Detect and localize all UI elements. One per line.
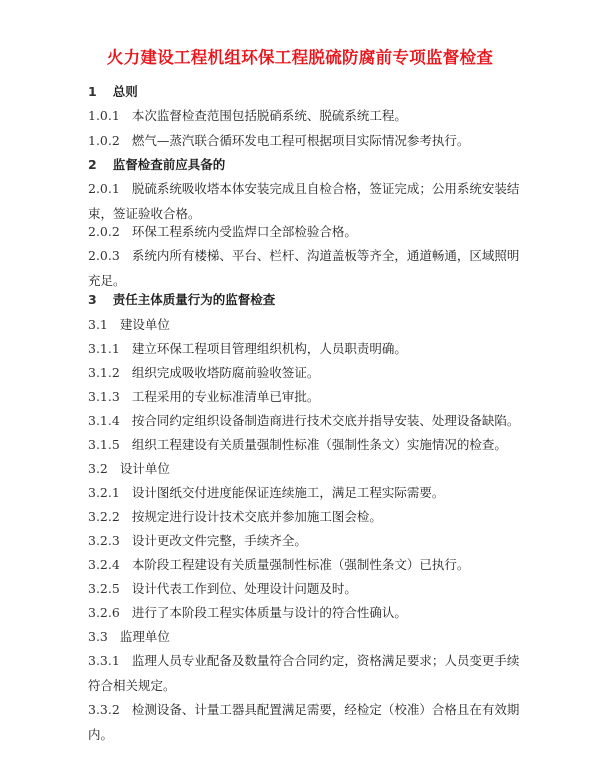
clause: [88, 243, 528, 293]
clause-number: 3.1.1: [88, 341, 120, 356]
clause-number: 1.0.2: [88, 133, 120, 148]
section-text: 监督检查前应具备的: [112, 157, 226, 172]
clause: [88, 648, 528, 698]
clause-text: 脱硫系统吸收塔本体安装完成且自检合格，签证完成；公用系统安装结束，签证验收合格。: [88, 181, 520, 221]
subsection-number: 3.2: [88, 461, 108, 476]
clause: [88, 485, 444, 501]
clause: [88, 697, 528, 747]
clause-number: 3.1.3: [88, 389, 120, 404]
subsection: [88, 629, 170, 645]
clause: [88, 605, 407, 621]
clause-number: 3.2.1: [88, 485, 120, 500]
clause-text: 按规定进行设计技术交底并参加施工图会检。: [131, 509, 382, 524]
clause-number: 2.0.1: [88, 181, 120, 196]
clause-number: 3.1.4: [88, 413, 120, 428]
section-heading: [88, 292, 275, 308]
section-text: 责任主体质量行为的监督检查: [112, 292, 276, 307]
clause-number: 3.2.4: [88, 557, 120, 572]
clause: [88, 581, 357, 597]
clause-text: 组织工程建设有关质量强制性标准（强制性条文）实施情况的检查。: [131, 437, 507, 452]
clause: [88, 365, 319, 381]
clause-text: 按合同约定组织设备制造商进行技术交底并指导安装、处理设备缺陷。: [131, 413, 520, 428]
clause: [88, 133, 469, 149]
clause: [88, 413, 519, 429]
clause-number: 3.3.2: [88, 702, 120, 717]
clause-text: 系统内所有楼梯、平台、栏杆、沟道盖板等齐全，通道畅通，区域照明充足。: [88, 248, 520, 288]
clause: [88, 557, 469, 573]
subsection-number: 3.1: [88, 317, 108, 332]
clause: [88, 389, 319, 405]
document-title: 火力建设工程机组环保工程脱硫防腐前专项监督检查: [106, 48, 494, 67]
subsection-text: 设计单位: [119, 461, 170, 476]
section-heading: [88, 84, 138, 100]
clause-number: 3.1.2: [88, 365, 120, 380]
clause-text: 监理人员专业配备及数量符合合同约定，资格满足要求；人员变更手续符合相关规定。: [88, 653, 520, 693]
clause-number: 2.0.2: [88, 224, 120, 239]
clause-text: 建立环保工程项目管理组织机构，人员职责明确。: [131, 341, 407, 356]
subsection: [88, 317, 170, 333]
clause-number: 3.1.5: [88, 437, 120, 452]
section-number: 2: [88, 157, 97, 172]
subsection-text: 监理单位: [119, 629, 170, 644]
clause-text: 工程采用的专业标准清单已审批。: [131, 389, 320, 404]
clause: [88, 224, 357, 240]
clause-text: 设计更改文件完整，手续齐全。: [131, 533, 307, 548]
clause-number: 1.0.1: [88, 108, 120, 123]
clause-text: 本阶段工程建设有关质量强制性标准（强制性条文）已执行。: [131, 557, 470, 572]
clause: [88, 176, 528, 226]
clause-text: 组织完成吸收塔防腐前验收签证。: [131, 365, 320, 380]
clause-number: 3.2.5: [88, 581, 120, 596]
clause-number: 3.2.6: [88, 605, 120, 620]
clause-text: 设计图纸交付进度能保证连续施工，满足工程实际需要。: [131, 485, 445, 500]
clause-number: 3.2.3: [88, 533, 120, 548]
section-number: 3: [88, 292, 97, 307]
section-heading: [88, 157, 225, 173]
clause-number: 2.0.3: [88, 248, 120, 263]
clause-text: 进行了本阶段工程实体质量与设计的符合性确认。: [131, 605, 407, 620]
section-number: 1: [88, 84, 97, 99]
subsection-text: 建设单位: [119, 317, 170, 332]
clause: [88, 108, 407, 124]
clause: [88, 341, 407, 357]
clause-number: 3.2.2: [88, 509, 120, 524]
subsection: [88, 461, 170, 477]
clause-number: 3.3.1: [88, 653, 120, 668]
clause-text: 本次监督检查范围包括脱硝系统、脱硫系统工程。: [131, 108, 407, 123]
clause-text: 检测设备、计量工器具配置满足需要，经检定（校准）合格且在有效期内。: [88, 702, 520, 742]
subsection-number: 3.3: [88, 629, 108, 644]
section-text: 总则: [112, 84, 138, 99]
clause-text: 环保工程系统内受监焊口全部检验合格。: [131, 224, 357, 239]
clause: [88, 509, 382, 525]
clause: [88, 437, 507, 453]
clause-text: 设计代表工作到位、处理设计问题及时。: [131, 581, 357, 596]
clause: [88, 533, 307, 549]
clause-text: 燃气—蒸汽联合循环发电工程可根据项目实际情况参考执行。: [131, 133, 470, 148]
